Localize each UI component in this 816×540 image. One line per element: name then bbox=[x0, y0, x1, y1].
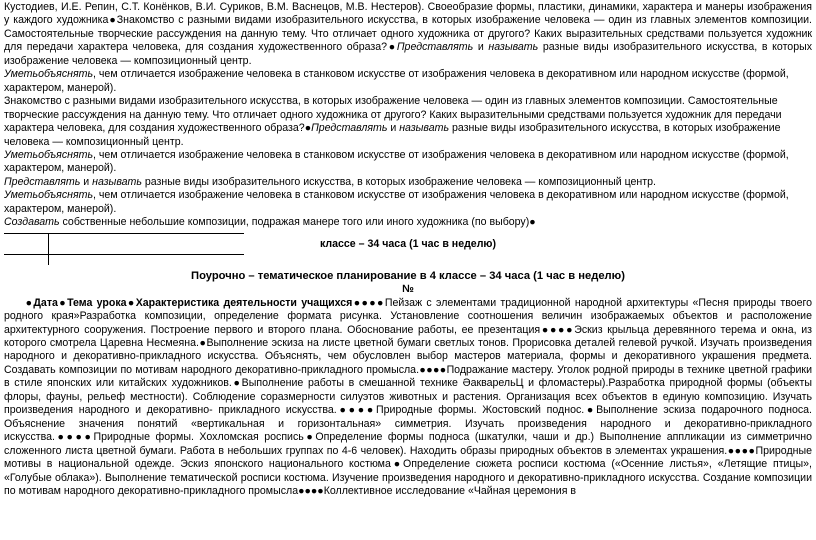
col-characteristic: Характеристика деятельности учащихся bbox=[135, 296, 353, 309]
lesson-body: ●Дата●Тема урока●Характеристика деятельности учащихся●●●●Пейзаж с элементами традиционной народной архитектуры «Песня природы твоего родного края»Разработка композиции, определение формата рисунка. Установление соотношения величин изображаемых объектов и расположение архитектурного сооружения. Построение первого и второго плана. Обоснование работы, ее презентация●●●●Эскиз крыльца деревянного терема и окна, из которого смотрела Царевна Несмеяна.●Выполнение эскиза на листе цветной бумаги светлых тонов. Прорисовка деталей гелевой ручкой. Изучать произведения народного и декоративно-прикладного искусства. Объяснять, чем обусловлен выбор мастеров материала, формы и декоративного украшения предмета. Создавать композиции по мотивам народного декоративно-прикладного промысла.●●●●Подражание мастеру. Уголок родной природы в технике цветной графики в стиле японских или китайских художников.●Выполнение работы в смешанной технике ӘакварельЦ и фломастеры).Разработка природной формы (объекты флоры, фауны, рельеф местности). Соблюдение соразмерности силуэтов животных и растения. Организация всех объектов в единую композицию. Изучать произведения народного и декоративно- прикладного искусства.●●●●Природные формы. Жостовский поднос.●Выполнение эскиза подарочного подноса. Объяснение значения понятий «вертикальная и горизонтальная» симметрия. Изучать произведения народного и декоративно-прикладного искусства.●●●●Природные формы. Хохломская роспись●Определение формы подноса (шкатулки, чаши и др.) Выполнение аппликации из симметрично сложенного листа цветной бумаги. Работа в небольших группах по 4-6 человек). Находить образы природных объектов в элементах украшения.●●●●Природные мотивы в национальной одежде. Эскиз японского национального костюма●Определение сюжета росписи костюма («Осенние листья», «Летящие птицы», «Голубые облака»). Выполнение тематической росписи костюма. Изучение произведения народного и декоративно-прикладного искусства. Создание композиции по мотивам народного декоративно-прикладного промысла●●●●Коллективное исследование «Чайная церемония в bbox=[4, 296, 813, 497]
paragraph-intro-1: Кустодиев, И.Е. Репин, С.Т. Конёнков, В.И. Суриков, В.М. Васнецов, М.В. Нестеров). Своеобразие формы, пластики, динамики, характера и манеры изображения у каждого художника●Знакомство с разными видами изобразительного искусства, в которых изображение человека — один из главных элементов композиции. Самостоятельные творческие рассуждения на данную тему. Что отличает одного художника от другого? Каких выразительных средствами пользуется художник для передачи характера человека, для создания художественного образа?●Представлять и называть разные виды изобразительного искусства, в которых изображение человека — композиционный центр. bbox=[4, 1, 813, 67]
col-topic: Тема урока bbox=[67, 296, 127, 309]
col-date: Дата bbox=[33, 296, 58, 309]
section-title: Поурочно – тематическое планирование в 4 классе – 34 часа (1 час в неделю) bbox=[191, 269, 625, 282]
paragraph-intro-2: Уметьобъяснять, чем отличается изображение человека в станковом искусстве от изображения человека в декоративном или народном искусстве (формой, характером, манерой). bbox=[4, 68, 789, 94]
paragraph-intro-3: Знакомство с разными видами изобразительного искусства, в которых изображение человека — один из главных элементов композиции. Самостоятельные творческие рассуждения на данную тему. Что отличает одного художника от другого? Каких выразительными средствами пользуется художник для передачи характера человека, для создания художественного образа?●Представлять и называть разные виды изобразительного искусства, в которых изображение человека — композиционный центр. bbox=[4, 95, 782, 148]
number-sign: № bbox=[402, 283, 414, 296]
paragraph-intro-6: Уметьобъяснять, чем отличается изображение человека в станковом искусстве от изображения человека в декоративном или народном искусстве (формой, характером, манерой). bbox=[4, 189, 789, 215]
table-fragment bbox=[4, 230, 812, 268]
paragraph-intro-4: Уметьобъяснять, чем отличается изображение человека в станковом искусстве от изображения человека в декоративном или народном искусстве (формой, характером, манерой). bbox=[4, 148, 789, 175]
paragraph-intro-7: Создавать собственные небольшие композиции, подражая манере того или иного художника (по выбору)● bbox=[4, 216, 536, 229]
paragraph-intro-5: Представлять и называть разные виды изобразительного искусства, в которых изображение человека — композиционный центр. bbox=[4, 175, 656, 188]
class-line-heading: классе – 34 часа (1 час в неделю) bbox=[319, 237, 497, 250]
